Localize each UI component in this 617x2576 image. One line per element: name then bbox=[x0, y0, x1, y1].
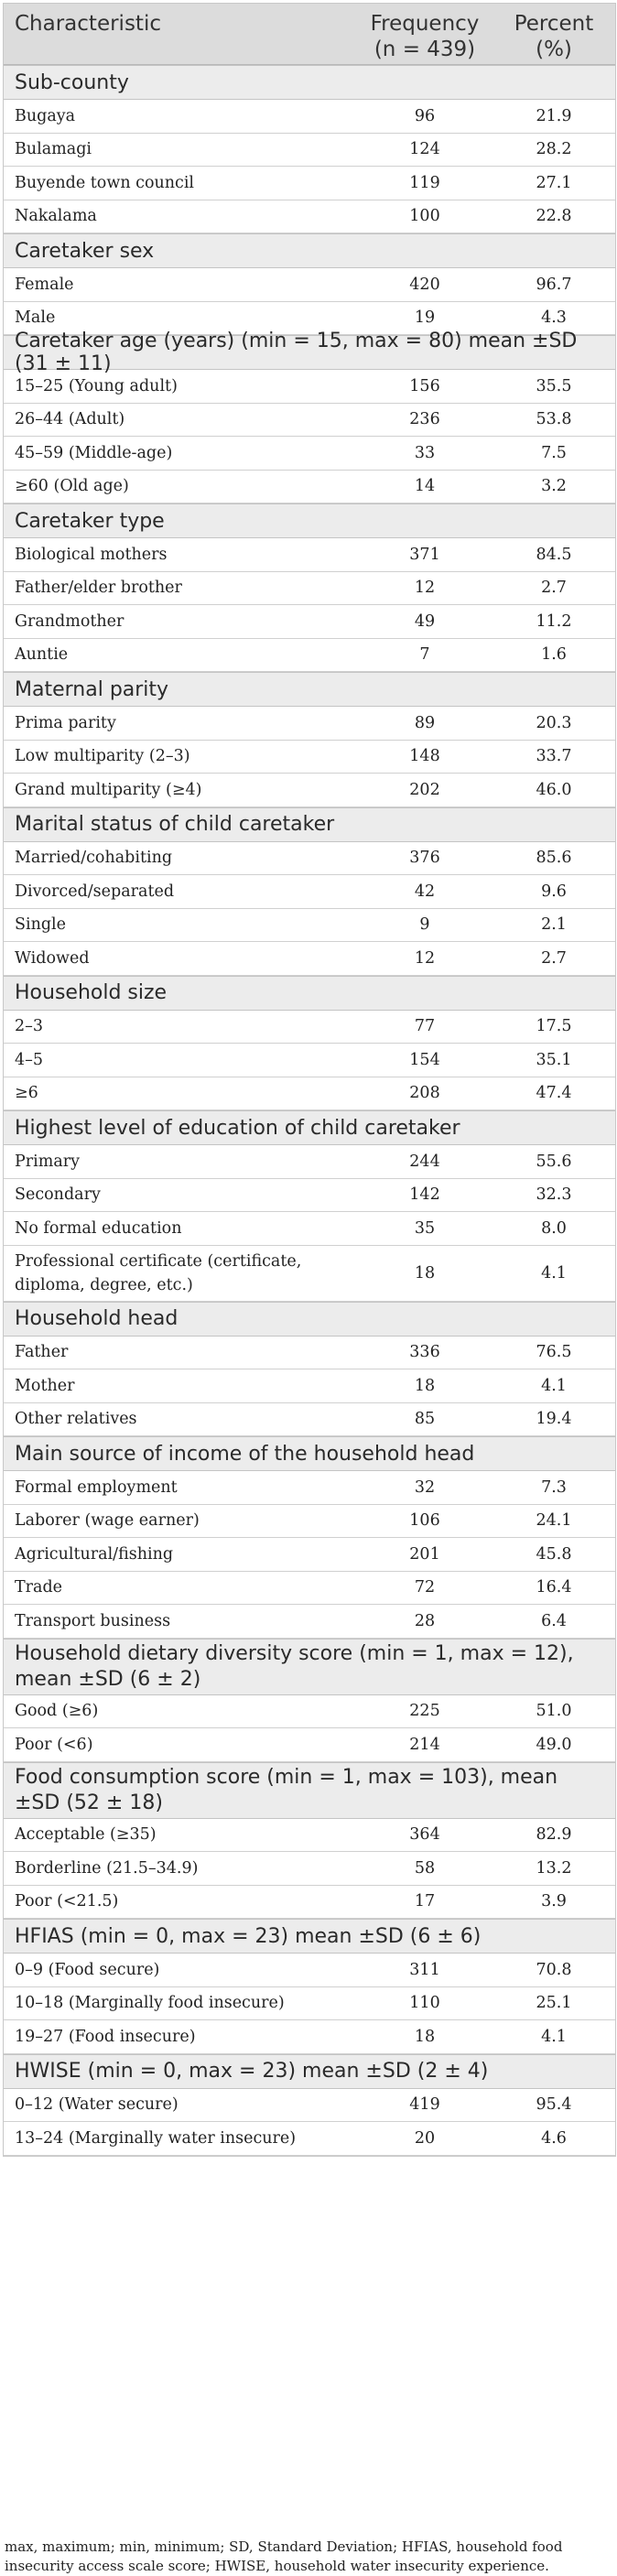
table-row bbox=[4, 404, 615, 438]
row-frequency: 12 bbox=[414, 579, 436, 598]
row-frequency: 20 bbox=[414, 2128, 436, 2148]
row-label: Primary bbox=[15, 1152, 81, 1171]
row-percent: 84.5 bbox=[536, 545, 572, 564]
table-row bbox=[4, 1605, 615, 1639]
row-label: Other relatives bbox=[15, 1410, 137, 1429]
table-row bbox=[4, 134, 615, 168]
table-row bbox=[4, 572, 615, 606]
row-label: Borderline (21.5–34.9) bbox=[15, 1858, 199, 1878]
row-label: Father/elder brother bbox=[15, 579, 182, 598]
row-frequency: 236 bbox=[409, 410, 440, 429]
row-percent: 49.0 bbox=[536, 1735, 572, 1754]
row-label: Mother bbox=[15, 1376, 75, 1395]
row-label: Prima parity bbox=[15, 713, 116, 732]
row-label: Laborer (wage earner) bbox=[15, 1511, 200, 1531]
section-heading: Highest level of education of child caretaker bbox=[4, 1110, 615, 1145]
table-row bbox=[4, 1538, 615, 1572]
row-frequency: 208 bbox=[409, 1084, 440, 1103]
row-frequency: 154 bbox=[409, 1050, 440, 1069]
table-row bbox=[4, 1369, 615, 1403]
row-frequency: 119 bbox=[409, 173, 440, 192]
table-row bbox=[4, 1471, 615, 1505]
row-percent: 6.4 bbox=[541, 1611, 567, 1630]
table-row bbox=[4, 200, 615, 234]
header-frequency bbox=[357, 4, 493, 64]
table-row bbox=[4, 909, 615, 943]
row-frequency: 12 bbox=[414, 948, 436, 968]
row-percent: 4.3 bbox=[541, 308, 567, 328]
row-label: 13–24 (Marginally water insecure) bbox=[15, 2128, 297, 2148]
table-row bbox=[4, 2020, 615, 2054]
row-percent: 17.5 bbox=[536, 1017, 572, 1036]
row-percent: 4.1 bbox=[541, 2027, 567, 2046]
section-heading: Caretaker type bbox=[4, 503, 615, 538]
row-frequency: 14 bbox=[414, 477, 436, 496]
header-characteristic: Characteristic bbox=[15, 12, 161, 36]
row-label: Bugaya bbox=[15, 106, 76, 125]
row-percent: 20.3 bbox=[536, 713, 572, 732]
section-heading: Sub-county bbox=[4, 65, 615, 100]
row-percent: 4.1 bbox=[541, 1263, 567, 1283]
table-row bbox=[4, 639, 615, 673]
table-row bbox=[4, 538, 615, 572]
row-frequency: 214 bbox=[409, 1735, 440, 1754]
row-percent: 2.7 bbox=[541, 579, 567, 598]
table-row bbox=[4, 1246, 615, 1302]
table-row bbox=[4, 2122, 615, 2156]
table-row bbox=[4, 268, 615, 302]
row-label: Secondary bbox=[15, 1185, 101, 1205]
row-percent: 11.2 bbox=[536, 612, 572, 631]
table-row bbox=[4, 707, 615, 741]
row-label: Agricultural/fishing bbox=[15, 1544, 174, 1564]
row-label: 0–12 (Water secure) bbox=[15, 2095, 179, 2115]
row-label: 2–3 bbox=[15, 1017, 44, 1036]
row-frequency: 28 bbox=[414, 1611, 436, 1630]
table-row bbox=[4, 1403, 615, 1437]
row-frequency: 96 bbox=[414, 106, 436, 125]
table-row bbox=[4, 1505, 615, 1539]
row-label: 15–25 (Young adult) bbox=[15, 376, 178, 395]
row-percent: 21.9 bbox=[536, 106, 572, 125]
row-label: ≥6 bbox=[15, 1084, 38, 1103]
table-row bbox=[4, 1572, 615, 1606]
row-percent: 24.1 bbox=[536, 1511, 572, 1531]
section-heading: Maternal parity bbox=[4, 672, 615, 707]
header-percent bbox=[493, 4, 615, 64]
row-frequency: 156 bbox=[409, 376, 440, 395]
table-row bbox=[4, 1212, 615, 1246]
section-heading: Food consumption score (min = 1, max = 103), mean ±SD (52 ± 18) bbox=[4, 1762, 615, 1819]
table-row bbox=[4, 2089, 615, 2123]
row-label: Poor (<21.5) bbox=[15, 1892, 119, 1911]
row-label: Good (≥6) bbox=[15, 1702, 99, 1721]
table-row bbox=[4, 1011, 615, 1044]
row-label: Married/cohabiting bbox=[15, 849, 173, 868]
row-frequency: 419 bbox=[409, 2095, 440, 2115]
row-percent: 4.6 bbox=[541, 2128, 567, 2148]
row-frequency: 225 bbox=[409, 1702, 440, 1721]
row-label: Grandmother bbox=[15, 612, 124, 631]
row-frequency: 33 bbox=[414, 443, 436, 462]
table-row bbox=[4, 471, 615, 504]
header-frequency-label: Frequency bbox=[370, 12, 480, 36]
row-frequency: 35 bbox=[414, 1218, 436, 1238]
row-label: Trade bbox=[15, 1578, 63, 1597]
row-frequency: 201 bbox=[409, 1544, 440, 1564]
table-body bbox=[4, 65, 615, 2156]
row-label: Buyende town council bbox=[15, 173, 195, 192]
row-percent: 22.8 bbox=[536, 207, 572, 226]
row-frequency: 420 bbox=[409, 275, 440, 294]
table-row bbox=[4, 1819, 615, 1853]
row-percent: 9.6 bbox=[541, 882, 567, 901]
row-label: 26–44 (Adult) bbox=[15, 410, 125, 429]
characteristics-table bbox=[3, 3, 616, 2157]
row-percent: 16.4 bbox=[536, 1578, 572, 1597]
table-row bbox=[4, 1044, 615, 1077]
row-frequency: 18 bbox=[414, 1376, 436, 1395]
row-percent: 28.2 bbox=[536, 140, 572, 159]
section-heading: Household head bbox=[4, 1302, 615, 1337]
row-label: Auntie bbox=[15, 645, 69, 665]
row-label: 19–27 (Food insecure) bbox=[15, 2027, 196, 2046]
row-label: ≥60 (Old age) bbox=[15, 477, 129, 496]
row-frequency: 364 bbox=[409, 1825, 440, 1845]
row-frequency: 19 bbox=[414, 308, 436, 328]
section-heading: Marital status of child caretaker bbox=[4, 807, 615, 842]
row-label: Widowed bbox=[15, 948, 90, 968]
row-frequency: 110 bbox=[409, 1994, 440, 2013]
table-footnote: max, maximum; min, minimum; SD, Standard Deviation; HFIAS, household food insecurity access scale score; HWISE, household water insecurity experience. bbox=[5, 2538, 563, 2574]
table-row bbox=[4, 437, 615, 471]
table-row bbox=[4, 1852, 615, 1886]
row-percent: 55.6 bbox=[536, 1152, 572, 1171]
row-label: Transport business bbox=[15, 1611, 171, 1630]
row-frequency: 202 bbox=[409, 780, 440, 799]
table-row bbox=[4, 100, 615, 134]
row-percent: 4.1 bbox=[541, 1376, 567, 1395]
row-percent: 96.7 bbox=[536, 275, 572, 294]
row-label: Father bbox=[15, 1343, 69, 1362]
section-heading: Household dietary diversity score (min = 1, max = 12), mean ±SD (6 ± 2) bbox=[4, 1639, 615, 1695]
row-percent: 47.4 bbox=[536, 1084, 572, 1103]
table-row bbox=[4, 1077, 615, 1111]
row-percent: 7.5 bbox=[541, 443, 567, 462]
row-frequency: 376 bbox=[409, 849, 440, 868]
row-percent: 3.9 bbox=[541, 1892, 567, 1911]
row-label: 45–59 (Middle-age) bbox=[15, 443, 173, 462]
row-frequency: 85 bbox=[414, 1410, 436, 1429]
row-frequency: 148 bbox=[409, 747, 440, 766]
row-label: 0–9 (Food secure) bbox=[15, 1960, 160, 1979]
row-label: No formal education bbox=[15, 1218, 182, 1238]
row-percent: 76.5 bbox=[536, 1343, 572, 1362]
section-heading: Caretaker age (years) (min = 15, max = 80) mean ±SD (31 ± 11) bbox=[4, 335, 615, 370]
row-frequency: 18 bbox=[414, 1263, 436, 1283]
table-row bbox=[4, 1695, 615, 1729]
row-label: Poor (<6) bbox=[15, 1735, 93, 1754]
row-frequency: 311 bbox=[409, 1960, 440, 1979]
row-label: Formal employment bbox=[15, 1477, 178, 1497]
table-row bbox=[4, 1337, 615, 1370]
row-frequency: 124 bbox=[409, 140, 440, 159]
row-percent: 25.1 bbox=[536, 1994, 572, 2013]
row-frequency: 244 bbox=[409, 1152, 440, 1171]
table-row bbox=[4, 774, 615, 807]
row-label: Low multiparity (2–3) bbox=[15, 747, 190, 766]
table-header bbox=[4, 4, 615, 65]
row-frequency: 336 bbox=[409, 1343, 440, 1362]
row-percent: 32.3 bbox=[536, 1185, 572, 1205]
row-label: 10–18 (Marginally food insecure) bbox=[15, 1994, 285, 2013]
table-row bbox=[4, 942, 615, 976]
table-row bbox=[4, 741, 615, 774]
row-label: Male bbox=[15, 308, 56, 328]
row-label: Divorced/separated bbox=[15, 882, 175, 901]
table-row bbox=[4, 1886, 615, 1920]
row-percent: 3.2 bbox=[541, 477, 567, 496]
row-frequency: 49 bbox=[414, 612, 436, 631]
row-percent: 51.0 bbox=[536, 1702, 572, 1721]
section-heading: Caretaker sex bbox=[4, 233, 615, 268]
row-label: Biological mothers bbox=[15, 545, 168, 564]
row-label: Professional certificate (certificate, diploma, degree, etc.) bbox=[15, 1251, 302, 1294]
row-percent: 85.6 bbox=[536, 849, 572, 868]
table-row bbox=[4, 167, 615, 200]
row-percent: 8.0 bbox=[541, 1218, 567, 1238]
row-frequency: 18 bbox=[414, 2027, 436, 2046]
row-percent: 70.8 bbox=[536, 1960, 572, 1979]
row-label: Grand multiparity (≥4) bbox=[15, 780, 202, 799]
row-percent: 1.6 bbox=[541, 645, 567, 665]
row-percent: 46.0 bbox=[536, 780, 572, 799]
table-row bbox=[4, 605, 615, 639]
row-percent: 13.2 bbox=[536, 1858, 572, 1878]
row-frequency: 100 bbox=[409, 207, 440, 226]
row-percent: 33.7 bbox=[536, 747, 572, 766]
row-percent: 35.5 bbox=[536, 376, 572, 395]
row-frequency: 17 bbox=[414, 1892, 436, 1911]
row-frequency: 89 bbox=[414, 713, 436, 732]
row-percent: 2.1 bbox=[541, 915, 567, 935]
row-frequency: 42 bbox=[414, 882, 436, 901]
row-frequency: 32 bbox=[414, 1477, 436, 1497]
table-row bbox=[4, 1728, 615, 1762]
row-label: Single bbox=[15, 915, 67, 935]
section-heading: Main source of income of the household head bbox=[4, 1436, 615, 1471]
section-heading: HFIAS (min = 0, max = 23) mean ±SD (6 ± 6) bbox=[4, 1919, 615, 1954]
row-percent: 82.9 bbox=[536, 1825, 572, 1845]
row-frequency: 9 bbox=[419, 915, 430, 935]
section-heading: Household size bbox=[4, 976, 615, 1011]
row-percent: 27.1 bbox=[536, 173, 572, 192]
row-percent: 7.3 bbox=[541, 1477, 567, 1497]
row-frequency: 371 bbox=[409, 545, 440, 564]
row-label: Bulamagi bbox=[15, 140, 92, 159]
row-frequency: 72 bbox=[414, 1578, 436, 1597]
row-frequency: 7 bbox=[419, 645, 430, 665]
table-row bbox=[4, 1179, 615, 1213]
table-row bbox=[4, 1987, 615, 2021]
row-frequency: 142 bbox=[409, 1185, 440, 1205]
row-percent: 35.1 bbox=[536, 1050, 572, 1069]
row-percent: 53.8 bbox=[536, 410, 572, 429]
row-percent: 45.8 bbox=[536, 1544, 572, 1564]
row-label: 4–5 bbox=[15, 1050, 44, 1069]
row-label: Female bbox=[15, 275, 74, 294]
table-row bbox=[4, 842, 615, 876]
row-percent: 19.4 bbox=[536, 1410, 572, 1429]
row-label: Nakalama bbox=[15, 207, 97, 226]
row-frequency: 77 bbox=[414, 1017, 436, 1036]
table-row bbox=[4, 875, 615, 909]
row-frequency: 58 bbox=[414, 1858, 436, 1878]
header-frequency-n: (n = 439) bbox=[373, 38, 476, 61]
header-percent-unit: (%) bbox=[536, 38, 572, 61]
table-row bbox=[4, 1954, 615, 1987]
section-heading: HWISE (min = 0, max = 23) mean ±SD (2 ± 4) bbox=[4, 2054, 615, 2089]
header-percent-label: Percent bbox=[514, 12, 594, 36]
row-percent: 2.7 bbox=[541, 948, 567, 968]
row-frequency: 106 bbox=[409, 1511, 440, 1531]
table-row bbox=[4, 1145, 615, 1179]
row-label: Acceptable (≥35) bbox=[15, 1825, 157, 1845]
row-percent: 95.4 bbox=[536, 2095, 572, 2115]
